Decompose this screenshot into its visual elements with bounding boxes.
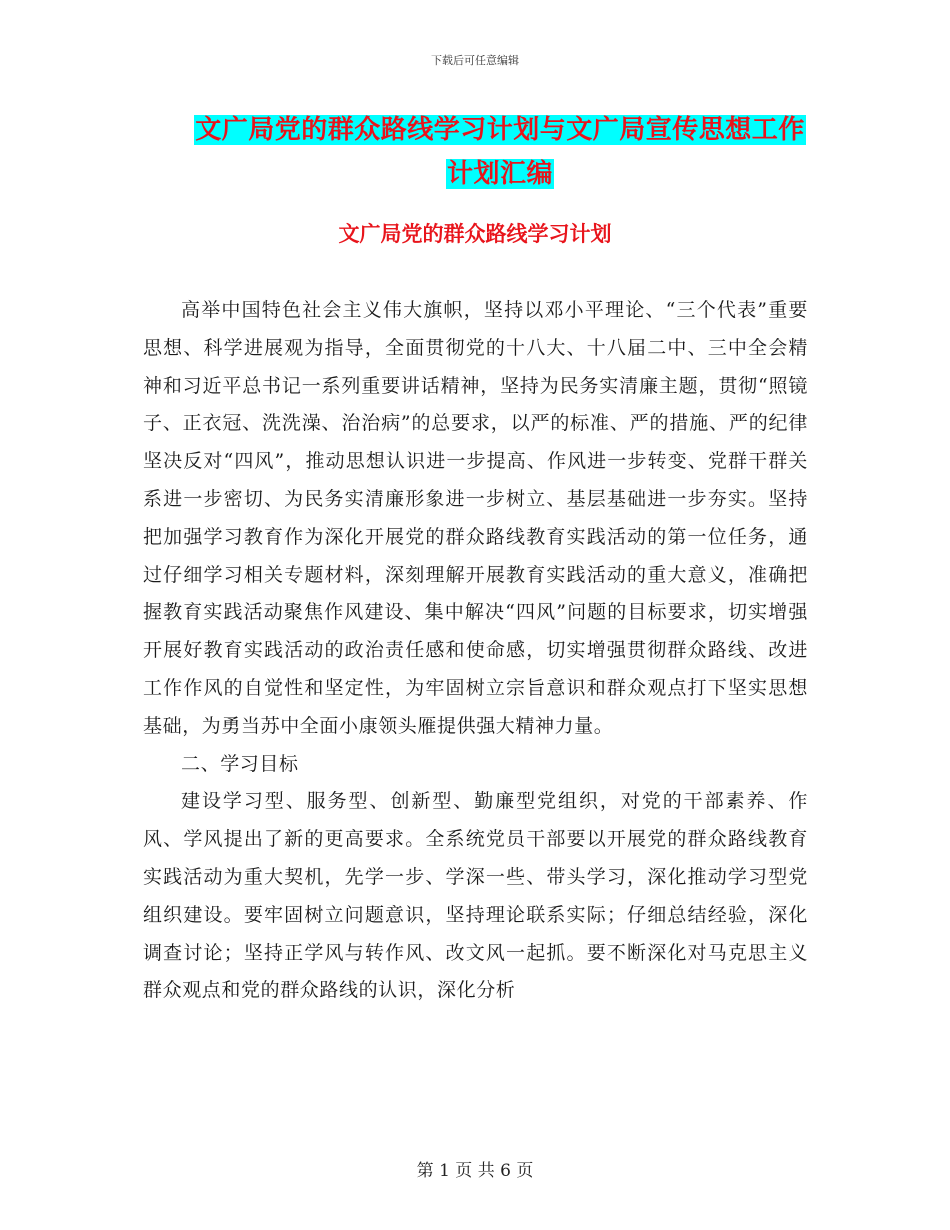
paragraph-intro: 高举中国特色社会主义伟大旗帜，坚持以邓小平理论、“三个代表”重要思想、科学进展观为指导，全面贯彻党的十八大、十八届二中、三中全会精神和习近平总书记一系列重要讲话精神，坚持为民务实清廉主题，贯彻“照镜子、正衣冠、洗洗澡、治治病”的总要求，以严的标准、严的措施、严的纪律坚决反对“四风”，推动思想认识进一步提高、作风进一步转变、党群干群关系进一步密切、为民务实清廉形象进一步树立、基层基础进一步夯实。坚持把加强学习教育作为深化开展党的群众路线教育实践活动的第一位任务，通过仔细学习相关专题材料，深刻理解开展教育实践活动的重大意义，准确把握教育实践活动聚焦作风建设、集中解决“四风”问题的目标要求，切实增强开展好教育实践活动的政治责任感和使命感，切实增强贯彻群众路线、改进工作作风的自觉性和坚定性，为牢固树立宗旨意识和群众观点打下坚实思想基础，为勇当苏中全面小康领头雁提供强大精神力量。 <box>143 299 808 737</box>
header-note: 下载后可任意编辑 <box>431 54 519 67</box>
document-body <box>143 292 808 1010</box>
title-line-1: 文广局党的群众路线学习计划与文广局宣传思想工作 <box>195 115 805 145</box>
document-title <box>190 108 810 196</box>
heading-study-goals: 二、学习目标 <box>181 752 299 775</box>
paragraph-study-goals: 建设学习型、服务型、创新型、勤廉型党组织，对党的干部素养、作风、学风提出了新的更高要求。全系统党员干部要以开展党的群众路线教育实践活动为重大契机，先学一步、学深一些、带头学习，深化推动学习型党组织建设。要牢固树立问题意识，坚持理论联系实际；仔细总结经验，深化调查讨论；坚持正学风与转作风、改文风一起抓。要不断深化对马克思主义群众观点和党的群众路线的认识，深化分析 <box>143 790 808 1002</box>
page-number: 第 1 页 共 6 页 <box>416 1161 534 1181</box>
section-title: 文广局党的群众路线学习计划 <box>338 221 612 246</box>
title-line-2: 计划汇编 <box>446 159 553 189</box>
